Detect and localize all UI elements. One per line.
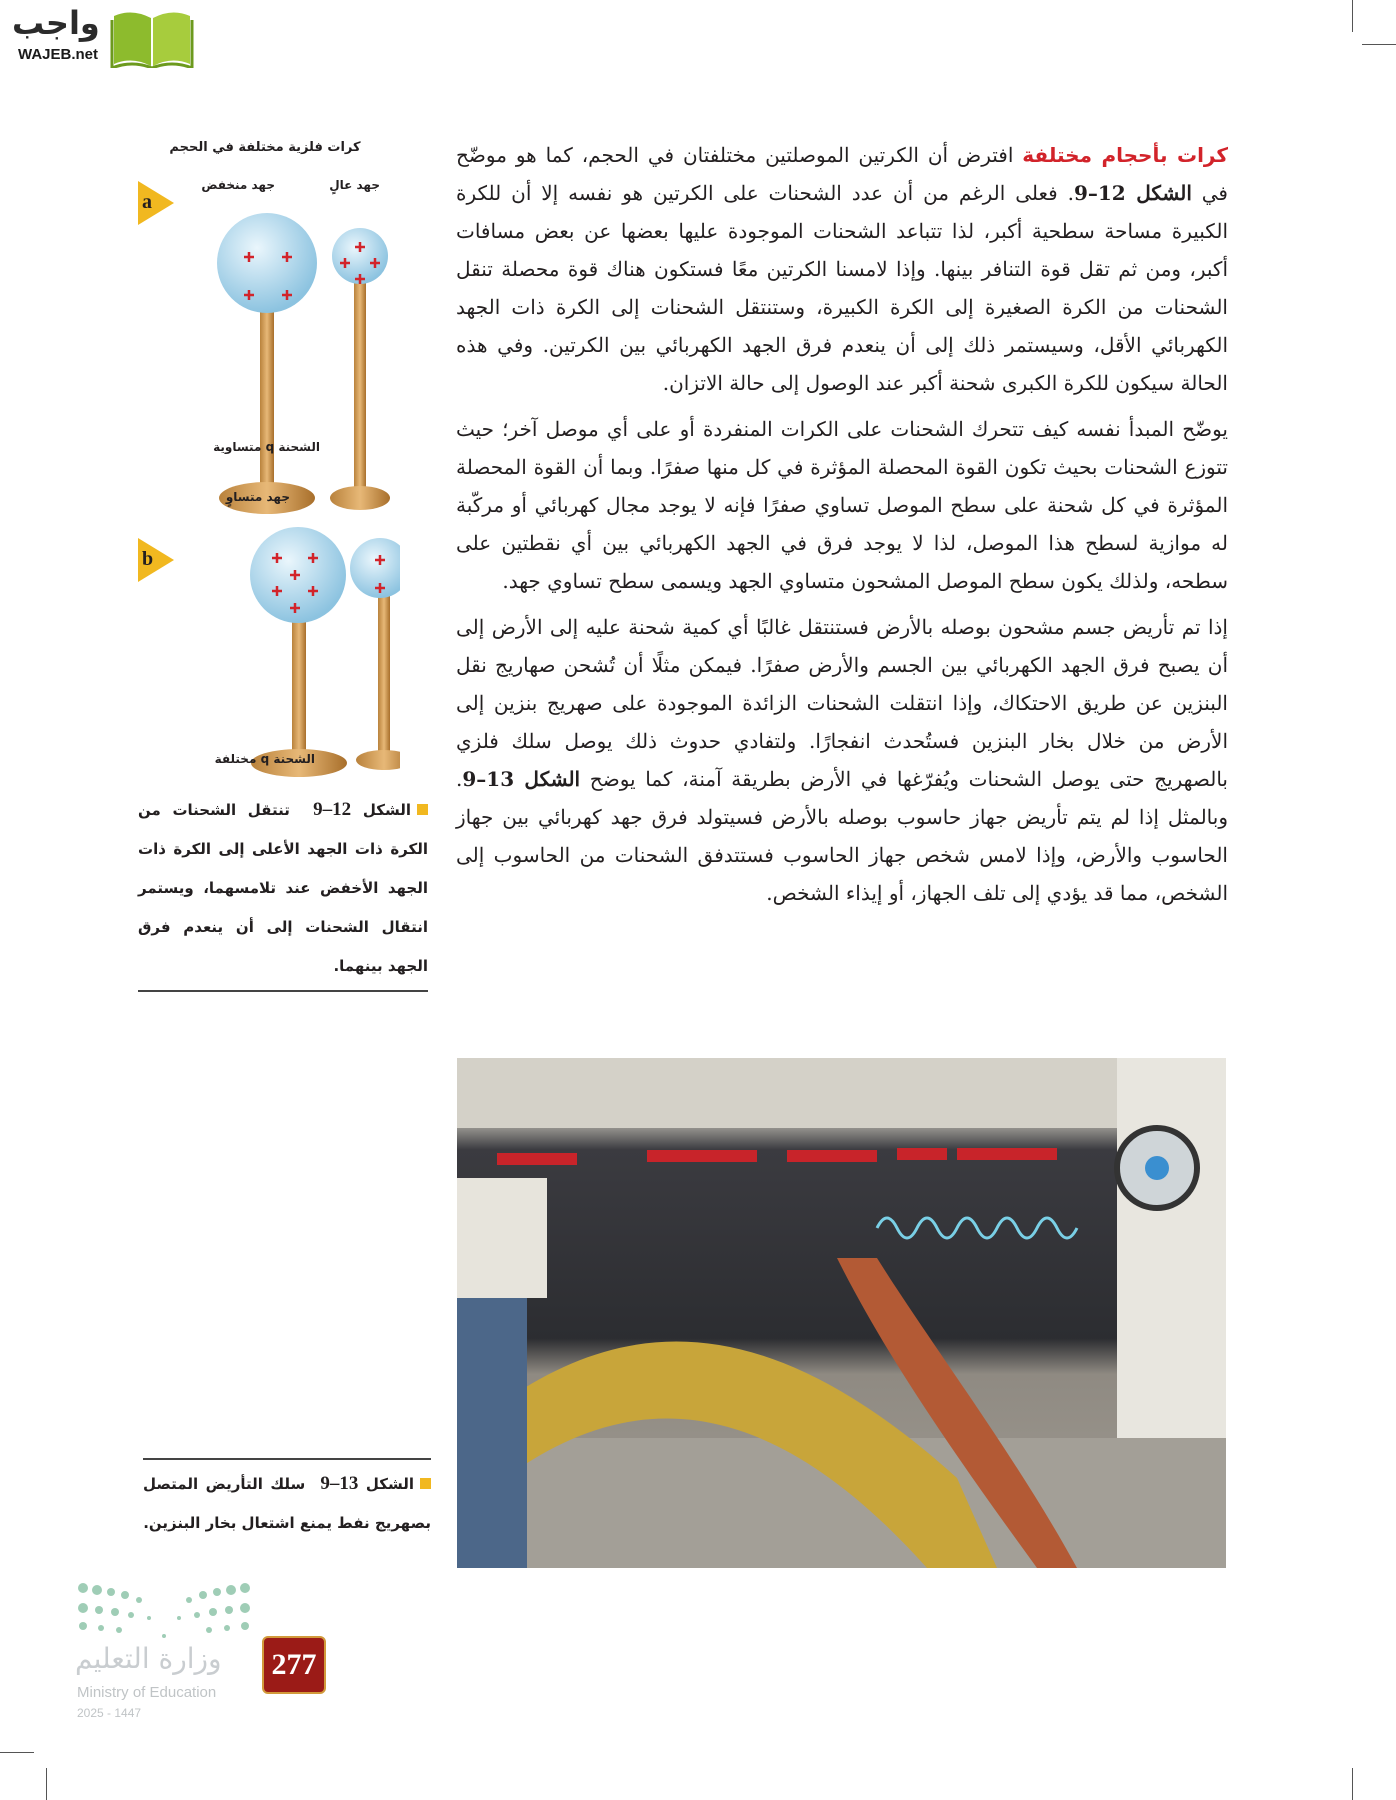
bullet-square-icon — [420, 1478, 431, 1489]
spheres-diagram-b — [180, 513, 400, 783]
crop-mark — [1362, 44, 1396, 45]
book-icon — [110, 8, 194, 68]
caption-number: 13–9 — [320, 1473, 359, 1494]
tag-label: a — [142, 191, 152, 213]
figure-ref[interactable]: الشكل 12–9 — [1073, 181, 1192, 205]
ministry-english: Ministry of Education — [77, 1684, 217, 1701]
text: افترض أن الكرتين الموصلتين مختلفتان في الحجم، كما هو موضّح في — [456, 143, 1228, 205]
tag-b — [138, 538, 174, 582]
figure-title: كرات فلزية مختلفة في الحجم — [169, 140, 361, 155]
different-charge-label: الشحنة q مختلفة — [214, 752, 315, 766]
equal-voltage-label: جهد متساوٍ — [225, 490, 290, 504]
figure-12-9 — [130, 138, 400, 778]
tag-a — [138, 181, 174, 225]
caption-prefix: الشكل — [365, 1475, 414, 1493]
ministry-logo — [75, 1580, 255, 1730]
section-heading: كرات بأحجام مختلفة — [1022, 143, 1228, 167]
logo-arabic: واجب — [12, 4, 100, 42]
fuel-tanker-grounding-photo — [457, 1058, 1226, 1568]
ministry-arabic: وزارة التعليم — [75, 1642, 222, 1675]
crop-mark — [46, 1768, 47, 1800]
wajeb-logo[interactable] — [8, 4, 193, 70]
crop-mark — [1352, 1768, 1353, 1800]
paragraph-1 — [456, 136, 1228, 402]
figure-ref[interactable]: الشكل 13–9 — [462, 767, 581, 791]
logo-latin: WAJEB.net — [18, 46, 99, 63]
caption-number: 12–9 — [313, 799, 352, 820]
edition-year: 2025 - 1447 — [77, 1706, 142, 1720]
text: . فعلى الرغم من أن عدد الشحنات على الكرتين هو نفسه إلا أن للكرة الكبيرة مساحة سطحية أكبر، لذا تتباعد الشحنات الموجودة عليها بعضها عن بعض مسافات أكبر، ومن ثم تقل قوة التنافر بينها. وإذا لامسنا الكرتين معًا فستكون هناك قوة محصلة تنقل الشحنات من الكرة الصغيرة إلى الكرة الكبيرة، وستنتقل الشحنات إلى الكرة ذات الجهد الكهربائي الأقل، وسيستمر ذلك إلى أن ينعدم فرق الجهد الكهربائي بين الكرتين. وفي هذه الحالة سيكون للكرة الكبرى شحنة أكبر عند الوصول إلى حالة الاتزان. — [456, 181, 1228, 395]
caption-text: تنتقل الشحنات من الكرة ذات الجهد الأعلى إلى الكرة ذات الجهد الأخفض عند تلامسهما، ويستمر انتقال الشحنات إلى أن ينعدم فرق الجهد بينهما. — [138, 801, 428, 975]
figure-13-9-caption — [143, 1458, 431, 1543]
paragraph-2: يوضّح المبدأ نفسه كيف تتحرك الشحنات على الكرات المنفردة أو على أي موصل آخر؛ حيث تتوزع الشحنات بحيث تكون القوة المحصلة المؤثرة في كل منها صفرًا. وبما أن القوة المحصلة المؤثرة في كل شحنة على سطح الموصل تساوي صفرًا فإنه لا يوجد مجال كهربائي أو مركّبة له موازية لسطح هذا الموصل، لذا لا يوجد فرق في الجهد الكهربائي بين أي نقطتين على سطحه، ولذلك يكون سطح الموصل المشحون متساوي الجهد ويسمى سطح تساوي جهد. — [456, 417, 1228, 593]
main-text — [456, 136, 1228, 920]
equal-charge-label: الشحنة q متساوية — [213, 440, 320, 454]
text: . وبالمثل إذا لم يتم تأريض جهاز حاسوب بوصله بالأرض فسيتولد فرق جهد كهربائي بين جهاز الحاسوب والأرض، وإذا لامس شخص جهاز الحاسوب فستتدفق الشحنات من الحاسوب إلى الشخص، مما قد يؤدي إلى تلف الجهاز، أو إيذاء الشخص. — [456, 767, 1228, 905]
high-voltage-label: جهد عالٍ — [329, 178, 380, 192]
low-voltage-label: جهد منخفض — [201, 178, 275, 192]
ministry-dots-icon — [75, 1580, 255, 1640]
crop-mark — [0, 1752, 34, 1753]
paragraph-3 — [456, 608, 1228, 912]
caption-text: سلك التأريض المتصل بصهريج نفط يمنع اشتعال بخار البنزين. — [143, 1475, 431, 1532]
caption-prefix: الشكل — [362, 801, 411, 819]
text: إذا تم تأريض جسم مشحون بوصله بالأرض فستنتقل غالبًا أي كمية شحنة عليه إلى الأرض إلى أن يصبح فرق الجهد الكهربائي بين الجسم والأرض صفرًا. فيمكن مثلًا أن تُشحن صهاريج نقل البنزين عن طريق الاحتكاك، وإذا انتقلت الشحنات الزائدة الموجودة على صهريج بنزين إلى الأرض من خلال بخار البنزين فستُحدث انفجارًا. ولتفادي حدوث ذلك يوصل سلك فلزي بالصهريج حتى يوصل الشحنات ويُفرّغها في الأرض بطريقة آمنة، كما يوضح — [456, 615, 1228, 791]
bullet-square-icon — [417, 804, 428, 815]
page-number-badge: 277 — [262, 1636, 326, 1694]
crop-mark — [1352, 0, 1353, 32]
figure-12-9-caption — [138, 790, 428, 992]
tag-label: b — [142, 548, 154, 570]
